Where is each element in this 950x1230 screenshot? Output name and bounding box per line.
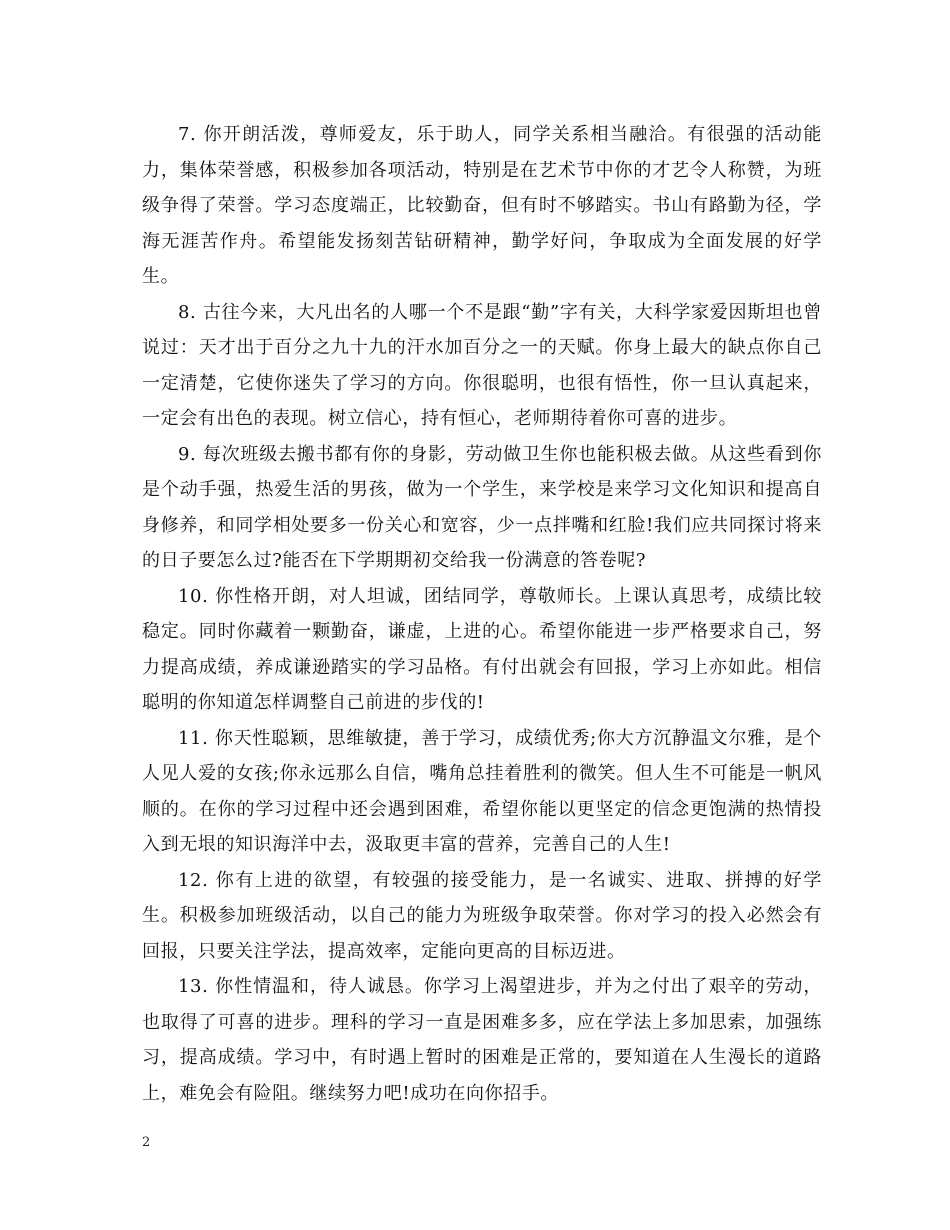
comment-paragraph-7: 7. 你开朗活泼，尊师爱友，乐于助人，同学关系相当融洽。有很强的活动能力，集体荣誉感，积极参加各项活动，特别是在艺术节中你的才艺令人称赞，为班级争得了荣誉。学习态度端正，比较勤奋，但有时不够踏实。书山有路勤为径，学海无涯苦作舟。希望能发扬刻苦钻研精神，勤学好问，争取成为全面发展的好学生。 <box>142 124 822 287</box>
comment-paragraph-10: 10. 你性格开朗，对人坦诚，团结同学，尊敬师长。上课认真思考，成绩比较稳定。同时你藏着一颗勤奋，谦虚，上进的心。希望你能进一步严格要求自己，努力提高成绩，养成谦逊踏实的学习品格。有付出就会有回报，学习上亦如此。相信聪明的你知道怎样调整自己前进的步伐的! <box>142 585 822 713</box>
comment-paragraph-12: 12. 你有上进的欲望，有较强的接受能力，是一名诚实、进取、拼搏的好学生。积极参加班级活动，以自己的能力为班级争取荣誉。你对学习的投入必然会有回报，只要关注学法，提高效率，定能向更高的目标迈进。 <box>142 869 822 962</box>
comment-paragraph-9: 9. 每次班级去搬书都有你的身影，劳动做卫生你也能积极去做。从这些看到你是个动手强，热爱生活的男孩，做为一个学生，来学校是来学习文化知识和提高自身修养，和同学相处要多一份关心和宽容，少一点拌嘴和红脸!我们应共同探讨将来的日子要怎么过?能否在下学期期初交给我一份满意的答卷呢? <box>142 443 822 571</box>
comment-paragraph-13: 13. 你性情温和，待人诚恳。你学习上渴望进步，并为之付出了艰辛的劳动，也取得了可喜的进步。理科的学习一直是困难多多，应在学法上多加思索，加强练习，提高成绩。学习中，有时遇上暂时的困难是正常的，要知道在人生漫长的道路上，难免会有险阻。继续努力吧!成功在向你招手。 <box>142 976 822 1104</box>
document-body <box>142 117 822 1111</box>
page-number: 2 <box>142 1135 151 1150</box>
comment-paragraph-8: 8. 古往今来，大凡出名的人哪一个不是跟“勤”字有关，大科学家爱因斯坦也曾说过：天才出于百分之九十九的汗水加百分之一的天赋。你身上最大的缺点你自己一定清楚，它使你迷失了学习的方向。你很聪明，也很有悟性，你一旦认真起来，一定会有出色的表现。树立信心，持有恒心，老师期待着你可喜的进步。 <box>142 301 822 429</box>
comment-paragraph-11: 11. 你天性聪颖，思维敏捷，善于学习，成绩优秀;你大方沉静温文尔雅，是个人见人爱的女孩;你永远那么自信，嘴角总挂着胜利的微笑。但人生不可能是一帆风顺的。在你的学习过程中还会遇到困难，希望你能以更坚定的信念更饱满的热情投入到无垠的知识海洋中去，汲取更丰富的营养，完善自己的人生! <box>142 727 822 855</box>
